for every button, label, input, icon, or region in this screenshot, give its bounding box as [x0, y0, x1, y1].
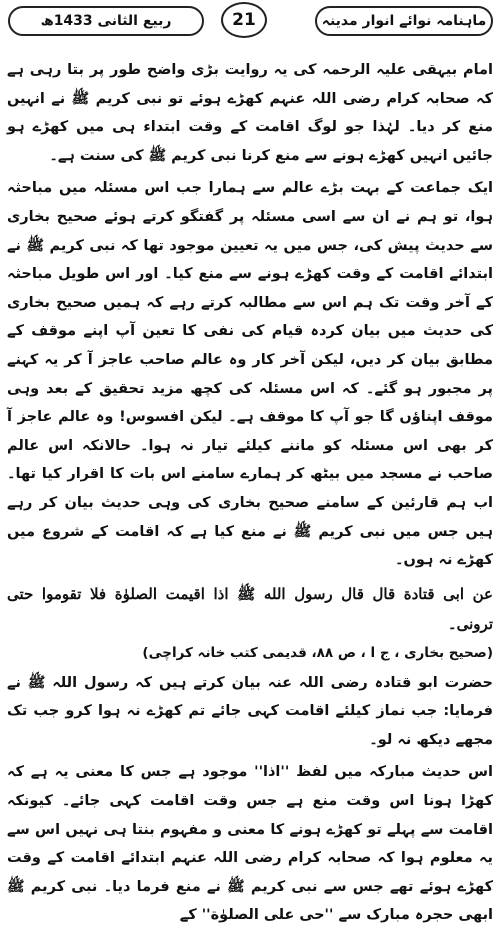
page-header — [0, 0, 499, 40]
hadith-explanation: اس حدیث مبارکہ میں لفظ ''اذا'' موجود ہے جس کا معنی یہ ہے کہ کھڑا ہونا اس وقت منع ہے جس وقت اقامت کہی جائے۔ کیونکہ اقامت سے پہلے تو کھڑے ہونے کا معنی و مفہوم بنتا ہی نہیں اس سے یہ معلوم ہوا کہ صحابہ کرام رضی اللہ عنہم ابتدائے اقامت کے وقت کھڑے ہوئے تھے جس سے نبی کریم ﷺ نے منع فرما دیا۔ نبی کریم ﷺ ابھی حجرہ مبارک سے ''حی علی الصلوٰة'' کے — [7, 764, 493, 924]
magazine-title: ماہنامہ نوائے انوار مدینہ — [321, 13, 487, 29]
arabic-hadith: عن ابی قتادة قال قال رسول الله ﷺ اذا اقیمت الصلوٰة فلا تقوموا حتی ترونی۔ — [7, 584, 493, 633]
page-number-circle — [221, 2, 267, 38]
issue-date: ربیع الثانی 1433ھ — [40, 13, 172, 29]
hadith-translation: حضرت ابو قتادہ رضی اللہ عنہ بیان کرتے ہیں کہ رسول اللہ ﷺ نے فرمایا: جب نماز کیلئے اقامت کہی جائے تم کھڑے نہ ہوا کرو جب تک مجھے دیکھ نہ لو۔ — [7, 674, 493, 748]
article-body — [7, 56, 493, 934]
issue-date-box — [8, 6, 204, 36]
magazine-title-box — [315, 6, 493, 36]
page-number: 21 — [232, 10, 256, 30]
paragraph-2: ایک جماعت کے بہت بڑے عالم سے ہمارا جب اس مسئلہ میں مباحثہ ہوا، تو ہم نے ان سے اسی مسئلہ پر گفتگو کرتے ہوئے صحیح بخاری سے حدیث پیش کی، جس میں یہ تعیین موجود تھا کہ نبی کریم ﷺ نے ابتدائے اقامت کے وقت کھڑے ہونے سے منع کیا۔ اور اس طویل مباحثہ کے آخر وقت تک ہم اس سے مطالبہ کرتے رہے کہ ہمیں صحیح بخاری کی حدیث میں بیان کردہ قیام کی نفی کا تعین آپ اپنے موقف کے مطابق بیان کر دیں، لیکن آخر کار وہ عالم صاحب عاجز آ کر یہ کہنے پر مجبور ہو گئے۔ کہ اس مسئلہ کی کچھ مزید تحقیق کے بعد وہی موقف اپناؤں گا جو آپ کا موقف ہے۔ لیکن افسوس! وہ عالم عاجز آ کر بھی اس مسئلہ کو ماننے کیلئے تیار نہ ہوا۔ حالانکہ اس عالم صاحب نے مسجد میں بیٹھ کر ہمارے سامنے اس بات کا اقرار کیا تھا۔ اب ہم قارئین کے سامنے صحیح بخاری کی وہی حدیث بیان کر رہے ہیں جس میں نبی کریم ﷺ نے منع کیا ہے کہ اقامت کے شروع میں کھڑے نہ ہوں۔ — [7, 180, 493, 569]
hadith-reference: (صحیح بخاری ، ج ا ، ص ۸۸، قدیمی کتب خانہ کراچی) — [142, 644, 493, 661]
paragraph-1: امام بیہقی علیہ الرحمہ کی یہ روایت بڑی واضح طور پر بتا رہی ہے کہ صحابہ کرام رضی اللہ عنہم کھڑے ہوئے تو نبی کریم ﷺ نے انہیں منع کر دیا۔ لہٰذا جو لوگ اقامت کے وقت ابتداء ہی میں کھڑے ہو جائیں انہیں کھڑے ہونے سے منع کرنا نبی کریم ﷺ کی سنت ہے۔ — [7, 62, 493, 164]
